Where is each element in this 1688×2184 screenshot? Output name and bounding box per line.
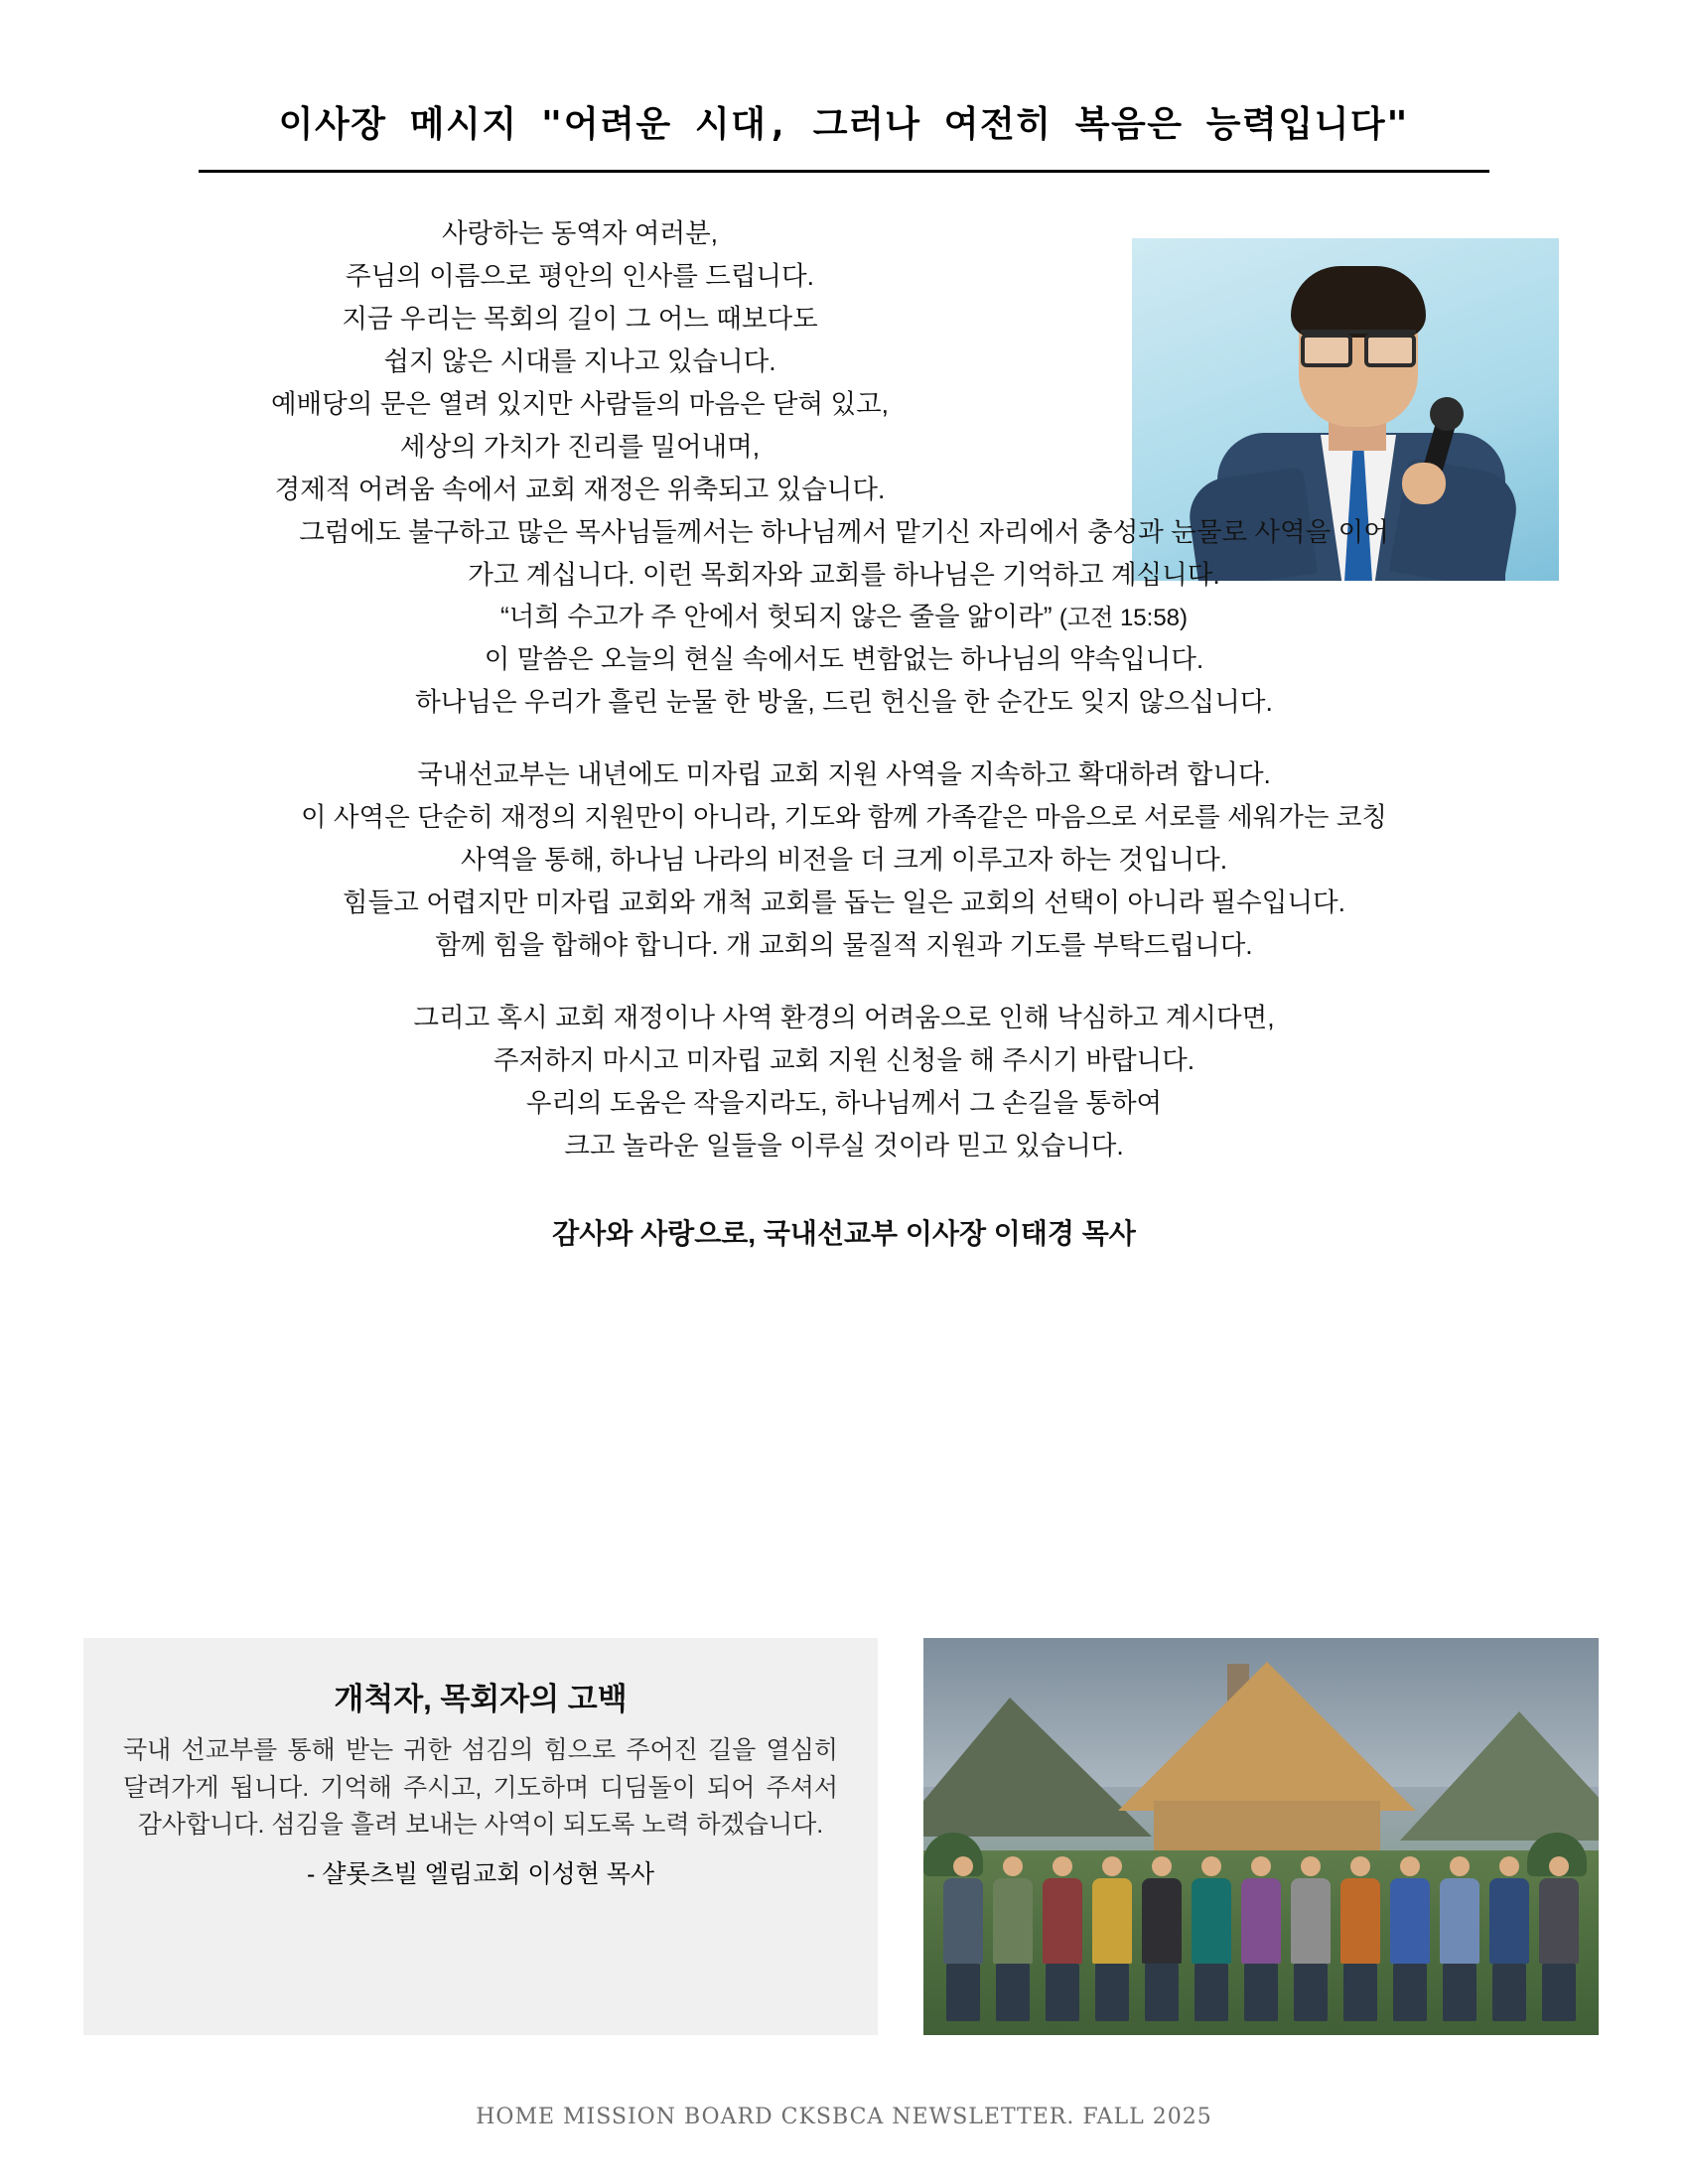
paragraph-spacer [83, 724, 1605, 753]
photo-person [1239, 1856, 1283, 2021]
photo-person-body [1192, 1878, 1231, 1964]
letter-line: 이 말씀은 오늘의 현실 속에서도 변함없는 하나님의 약속입니다. [484, 644, 1204, 675]
letter-line: 경제적 어려움 속에서 교회 재정은 위축되고 있습니다. [274, 474, 886, 504]
letter-line: 함께 힘을 합해야 합니다. 개 교회의 물질적 지원과 기도를 부탁드립니다. [435, 929, 1253, 960]
letter-line: 이 사역은 단순히 재정의 지원만이 아니라, 기도와 함께 가족같은 마음으로 서로를 세워가는 코칭 [300, 802, 1388, 833]
letter-line: 하나님은 우리가 흘린 눈물 한 방울, 드린 헌신을 한 순간도 잊지 않으십니다. [415, 687, 1273, 718]
letter-line: 주저하지 마시고 미자립 교회 지원 신청을 해 주시기 바랍니다. [492, 1044, 1196, 1075]
photo-person-body [1489, 1878, 1529, 1964]
letter-line: 예배당의 문은 열려 있지만 사람들의 마음은 닫혀 있고, [270, 388, 890, 419]
testimony-attribution: - 샬롯츠빌 엘림교회 이성현 목사 [306, 1859, 655, 1888]
page-title: 이사장 메시지 "어려운 시대, 그러나 여전히 복음은 능력입니다" [278, 104, 1410, 145]
photo-person [991, 1856, 1035, 2021]
photo-person-legs [1294, 1964, 1328, 2021]
photo-person-head [1400, 1856, 1420, 1876]
letter-signature: 감사와 사랑으로, 국내선교부 이사장 이태경 목사 [552, 1217, 1136, 1249]
photo-person-body [943, 1878, 983, 1964]
scripture-quote [83, 596, 1605, 638]
bottom-section [83, 1638, 1603, 2035]
photo-person [1537, 1856, 1581, 2021]
photo-person [1289, 1856, 1333, 2021]
letter-line: 사랑하는 동역자 여러분, [441, 218, 719, 249]
letter-line: 국내선교부는 내년에도 미자립 교회 지원 사역을 지속하고 확대하려 합니다. [417, 759, 1271, 790]
photo-person [1041, 1856, 1084, 2021]
photo-person-head [953, 1856, 973, 1876]
photo-person-legs [1393, 1964, 1427, 2021]
photo-person-head [1350, 1856, 1370, 1876]
photo-person-legs [1343, 1964, 1377, 2021]
photo-person-head [1053, 1856, 1072, 1876]
letter-line: 크고 놀라운 일들을 이루실 것이라 믿고 있습니다. [564, 1130, 1124, 1160]
letter-line: 힘들고 어렵지만 미자립 교회와 개척 교회를 돕는 일은 교회의 선택이 아니라 필수입니다. [343, 887, 1345, 918]
photo-person-head [1549, 1856, 1569, 1876]
photo-person [1140, 1856, 1184, 2021]
group-photo [923, 1638, 1599, 2035]
testimony-heading: 개척자, 목회자의 고백 [334, 1682, 628, 1716]
letter-line: 주님의 이름으로 평안의 인사를 드립니다. [346, 261, 814, 292]
letter-body [83, 212, 1605, 1256]
photo-person-head [1251, 1856, 1271, 1876]
photo-person-legs [946, 1964, 980, 2021]
photo-person-body [1340, 1878, 1380, 1964]
scripture-quote-text: “너희 수고가 주 안에서 헛되지 않은 줄을 앎이라” [499, 602, 1053, 632]
scripture-reference: (고전 15:58) [1058, 605, 1189, 632]
letter-line: 그리고 혹시 교회 재정이나 사역 환경의 어려움으로 인해 낙심하고 계시다면, [413, 1002, 1275, 1032]
photo-person-head [1003, 1856, 1023, 1876]
photo-roof [1118, 1662, 1416, 1811]
letter-line: 쉽지 않은 시대를 지나고 있습니다. [383, 345, 776, 376]
letter-line: 세상의 가치가 진리를 밀어내며, [399, 431, 761, 462]
photo-person [1487, 1856, 1531, 2021]
photo-person-legs [1244, 1964, 1278, 2021]
photo-person-head [1152, 1856, 1172, 1876]
photo-person-head [1102, 1856, 1122, 1876]
letter-line: 우리의 도움은 작을지라도, 하나님께서 그 손길을 통하여 [525, 1087, 1163, 1118]
photo-person-body [1142, 1878, 1182, 1964]
photo-person-body [1241, 1878, 1281, 1964]
photo-person-body [1440, 1878, 1479, 1964]
photo-person-legs [1046, 1964, 1079, 2021]
photo-person-legs [1443, 1964, 1477, 2021]
letter-line: 그럼에도 불구하고 많은 목사님들께서는 하나님께서 맡기신 자리에서 충성과 눈물로 사역을 이어 [299, 516, 1389, 547]
photo-person [1190, 1856, 1233, 2021]
photo-person-legs [1195, 1964, 1228, 2021]
photo-person [1090, 1856, 1134, 2021]
photo-person [1388, 1856, 1432, 2021]
photo-person-head [1499, 1856, 1519, 1876]
photo-person-body [1043, 1878, 1082, 1964]
photo-person-legs [1492, 1964, 1526, 2021]
photo-person [1438, 1856, 1481, 2021]
title-block [83, 0, 1605, 173]
paragraph-spacer [83, 967, 1605, 997]
photo-person [941, 1856, 985, 2021]
title-divider [199, 170, 1489, 173]
photo-person-body [1390, 1878, 1430, 1964]
photo-person-head [1201, 1856, 1221, 1876]
photo-person-head [1450, 1856, 1470, 1876]
photo-person-body [1539, 1878, 1579, 1964]
letter-line: 가고 계십니다. 이런 목회자와 교회를 하나님은 기억하고 계십니다. [468, 559, 1220, 590]
photo-people-row [941, 1833, 1581, 2021]
letter-line: 사역을 통해, 하나님 나라의 비전을 더 크게 이루고자 하는 것입니다. [460, 845, 1228, 876]
photo-person-legs [1145, 1964, 1179, 2021]
photo-lodge [1118, 1662, 1416, 1856]
testimony-card [83, 1638, 878, 2035]
letter-line: 지금 우리는 목회의 길이 그 어느 때보다도 [342, 304, 818, 335]
photo-person-body [1291, 1878, 1331, 1964]
photo-person [1338, 1856, 1382, 2021]
page-footer: HOME MISSION BOARD CKSBCA NEWSLETTER. FALL 2025 [476, 2105, 1212, 2129]
photo-person-legs [1095, 1964, 1129, 2021]
photo-person-head [1301, 1856, 1321, 1876]
photo-person-body [993, 1878, 1033, 1964]
testimony-body: 국내 선교부를 통해 받는 귀한 섬김의 힘으로 주어진 길을 열심히 달려가게 됩니다. 기억해 주시고, 기도하며 디딤돌이 되어 주셔서 감사합니다. 섬김을 흘려 보내는 사역이 되도록 노력 하겠습니다. [123, 1736, 838, 1839]
photo-person-legs [996, 1964, 1030, 2021]
photo-person-legs [1542, 1964, 1576, 2021]
photo-person-body [1092, 1878, 1132, 1964]
